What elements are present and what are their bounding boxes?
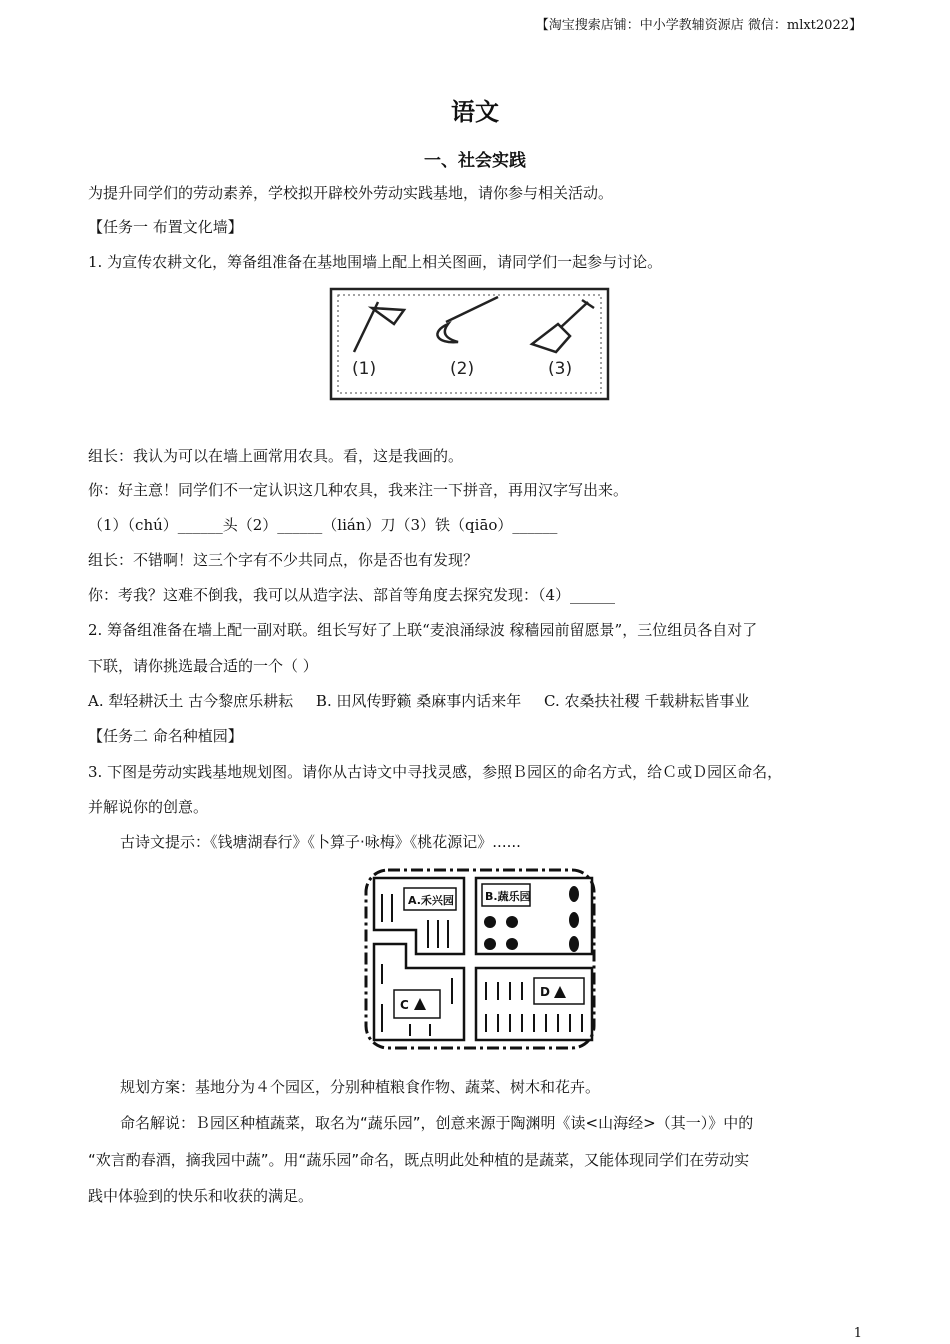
zone-d-label: D	[540, 985, 550, 999]
hoe-icon	[354, 302, 404, 352]
question-2-options	[88, 691, 749, 711]
option-b: B. 田风传野籁 桑麻事内话来年	[315, 692, 522, 710]
zone-a-label: A.禾兴园	[408, 894, 454, 907]
figure-frame	[331, 289, 608, 399]
question-2-line-2: 下联，请你挑选最合适的一个（ ）	[88, 657, 318, 675]
naming-explanation-line-2: “欢言酌春酒，摘我园中蔬”。用“蔬乐园”命名，既点明此处种植的是蔬菜，又能体现同学们在劳动实	[88, 1151, 750, 1169]
plan-description	[120, 1077, 600, 1097]
task1-heading: 【任务一 布置文化墙】	[88, 218, 243, 236]
poem-hint-label: 古诗文提示：	[120, 833, 211, 851]
dialogue-line-2: 你：好主意！同学们不一定认识这几种农具，我来注一下拼音，再用汉字写出来。	[88, 481, 629, 499]
farm-tools-figure	[326, 284, 612, 404]
task2-heading: 【任务二 命名种植园】	[88, 727, 243, 745]
dialogue-line-1: 组长：我认为可以在墙上画常用农具。看，这是我画的。	[88, 447, 464, 465]
tool-label-2: (2)	[450, 359, 475, 379]
tool-label-1: (1)	[352, 359, 377, 379]
poem-hint	[120, 832, 521, 852]
page-number: 1	[853, 1326, 862, 1341]
intro-text: 为提升同学们的劳动素养，学校拟开辟校外劳动实践基地，请你参与相关活动。	[88, 184, 614, 202]
header-note: 【淘宝搜索店铺：中小学教辅资源店 微信：mlxt2022】	[535, 18, 862, 33]
tool-label-3: (3)	[548, 359, 573, 379]
naming-explanation-line-3: 践中体验到的快乐和收获的满足。	[88, 1187, 314, 1205]
dialogue-line-5: 你：考我？这难不倒我，我可以从造字法、部首等角度去探究发现：（4）______	[88, 586, 616, 604]
naming-text-1: Ｂ园区种植蔬菜，取名为“蔬乐园”，创意来源于陶渊明《读<山海经>（其一）》中的	[195, 1114, 754, 1132]
option-a: A. 犁轻耕沃土 古今黎庶乐耕耘	[88, 692, 294, 710]
naming-explanation-line-1	[120, 1113, 753, 1133]
sickle-icon	[437, 297, 498, 342]
shovel-icon	[532, 300, 594, 352]
option-c: C. 农桑扶社稷 千载耕耘皆事业	[544, 692, 750, 710]
question-3-line-1: 3. 下图是劳动实践基地规划图。请你从古诗文中寻找灵感，参照Ｂ园区的命名方式，给Ｃ或Ｄ园区命名，	[88, 763, 783, 781]
plan-text: 基地分为４个园区，分别种植粮食作物、蔬菜、树木和花卉。	[195, 1078, 601, 1096]
dialogue-line-4: 组长：不错啊！这三个字有不少共同点，你是否也有发现？	[88, 551, 479, 569]
zone-c-label: C	[400, 998, 409, 1012]
zone-b-label: B.蔬乐园	[485, 890, 531, 903]
pinyin-blanks: （1）（chú）______头（2）______（lián）刀（3）铁（qiāo）______	[88, 516, 558, 534]
question-3-line-2: 并解说你的创意。	[88, 798, 209, 816]
question-1: 1. 为宣传农耕文化，筹备组准备在基地围墙上配上相关图画，请同学们一起参与讨论。	[88, 253, 663, 271]
section-title: 一、社会实践	[424, 151, 526, 171]
plan-label: 规划方案：	[120, 1078, 196, 1096]
naming-label: 命名解说：	[120, 1114, 196, 1132]
page-title: 语文	[451, 97, 499, 126]
garden-plan-map	[358, 864, 602, 1056]
question-2-line-1: 2. 筹备组准备在墙上配一副对联。组长写好了上联“麦浪涌绿波 稼穑园前留愿景”，三位组员各自对了	[88, 621, 758, 639]
map-boundary	[366, 870, 594, 1048]
poem-hint-text: 《钱塘湖春行》《卜算子·咏梅》《桃花源记》......	[210, 833, 521, 851]
